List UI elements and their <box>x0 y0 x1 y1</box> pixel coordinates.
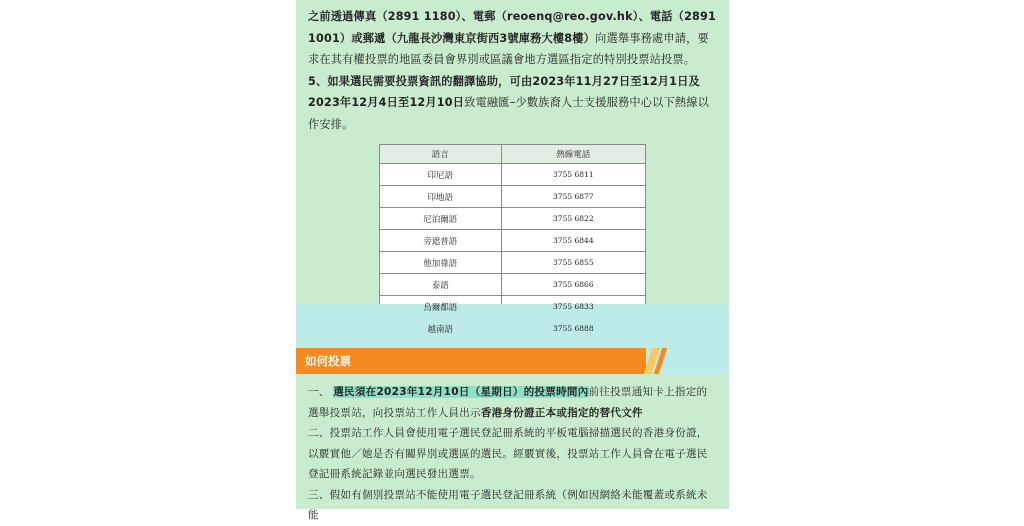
postal-address: （九龍長沙灣東京街西3號庫務大樓8樓） <box>385 31 596 45</box>
hotline-dates: 2023年11月27日至12月1日及2023年12月4日至12月10日 <box>308 74 700 109</box>
language-column-header: 語言 <box>380 145 502 164</box>
paragraph-5 <box>308 71 717 136</box>
paragraph-5-rest: 致電融匯–少數族裔人士支援服務中心以下熱線以作安排。 <box>308 96 710 131</box>
language-cell: 泰語 <box>380 274 502 296</box>
article-page <box>296 0 729 521</box>
language-cell: 烏爾都語 <box>380 296 502 318</box>
phone-cell: 3755 6833 <box>501 296 645 318</box>
phone-cell: 3755 6877 <box>501 186 645 208</box>
hotline-column-header: 熱線電話 <box>501 145 645 164</box>
language-cell: 越南語 <box>380 318 502 340</box>
paragraph-4 <box>308 6 717 71</box>
table-header-row <box>380 145 646 164</box>
paragraph-4-rest: 向選舉事務處申請，要求在其有權投票的地區委員會界別或區議會地方選區指定的特別投票站投票。 <box>308 31 709 66</box>
section-spacer <box>296 304 729 348</box>
table-row <box>380 208 646 230</box>
phone-cell: 3755 6811 <box>501 164 645 186</box>
phone-cell: 3755 6855 <box>501 252 645 274</box>
how-to-vote-section <box>296 374 729 521</box>
phone-cell: 3755 6866 <box>501 274 645 296</box>
step-2: 二、投票站工作人員會使用電子選民登記冊系統的平板電腦掃描選民的香港身份證，以覈實他／她是否有關界別或選區的選民。經覈實後，投票站工作人員會在電子選民登記冊系統記錄並向選民發出選票。 <box>308 427 708 480</box>
step-1-text: 前往投票通知卡上指定的選舉投票站，向投票站工作人員出示 <box>308 386 708 419</box>
language-cell: 他加祿語 <box>380 252 502 274</box>
table-row <box>380 274 646 296</box>
paragraph-5-lead: 5、如果選民需要投票資訊的翻譯協助，可由 <box>308 74 533 88</box>
language-cell: 印地語 <box>380 186 502 208</box>
step-3: 三、假如有個別投票站不能使用電子選民登記冊系統（例如因網絡未能覆蓋或系統未能 <box>308 488 708 521</box>
table-row <box>380 230 646 252</box>
voting-time-highlight: 選民須在2023年12月10日（星期日）的投票時間內 <box>333 386 589 398</box>
table-row <box>380 252 646 274</box>
fax-email-phone-text: 之前透過傳真（2891 1180）、電郵（reoenq@reo.gov.hk）、電話（2891 1001）或郵遞 <box>308 10 717 45</box>
table-row <box>380 164 646 186</box>
language-cell: 旁遮普語 <box>380 230 502 252</box>
language-cell: 印尼語 <box>380 164 502 186</box>
phone-cell: 3755 6888 <box>501 318 645 340</box>
step-1 <box>308 382 717 423</box>
voting-info-section <box>296 0 729 335</box>
phone-cell: 3755 6822 <box>501 208 645 230</box>
id-document-text: 香港身份證正本或指定的替代文件 <box>480 406 643 419</box>
how-to-vote-banner <box>296 348 729 374</box>
section-title: 如何投票 <box>305 354 351 368</box>
step-1-number: 一、 <box>308 386 334 398</box>
phone-cell: 3755 6844 <box>501 230 645 252</box>
language-cell: 尼泊爾語 <box>380 208 502 230</box>
table-row <box>380 186 646 208</box>
